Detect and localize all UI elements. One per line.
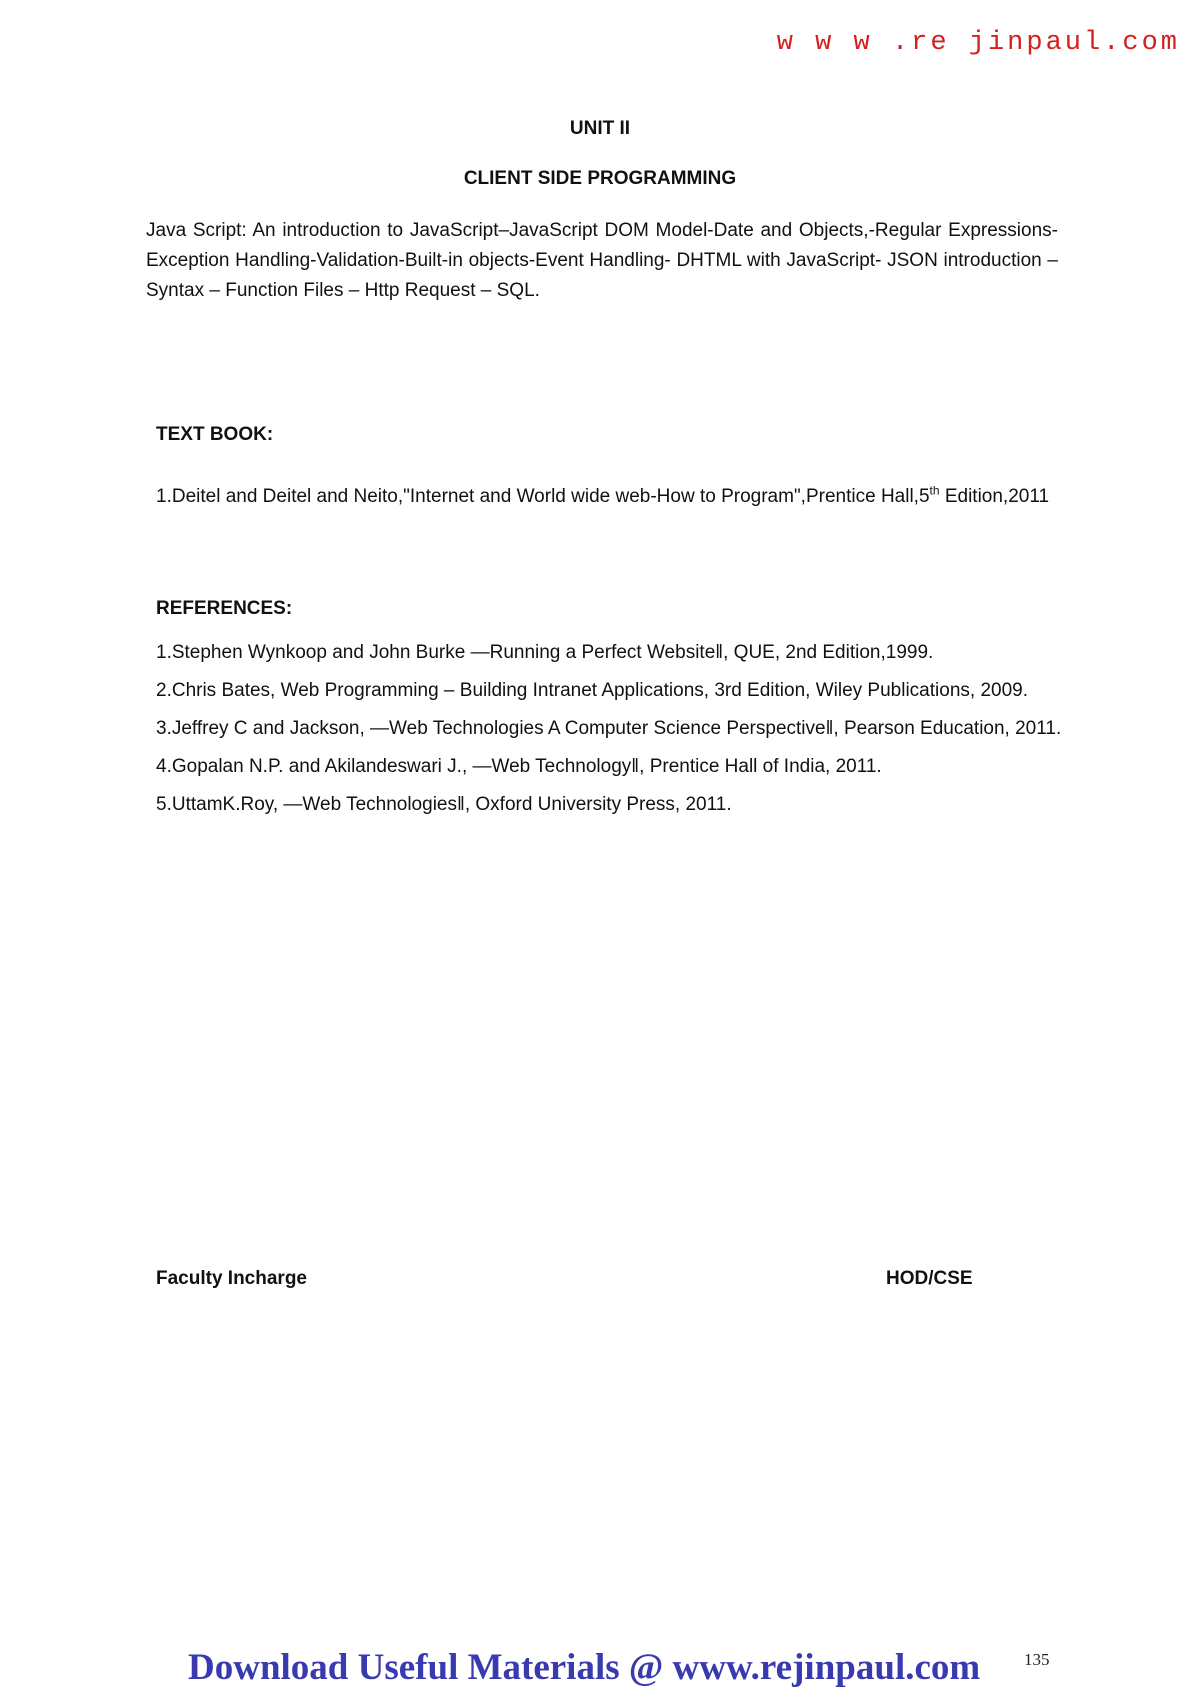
textbook-entry-main: 1.Deitel and Deitel and Neito,"Internet and World wide web-How to Program",Prentice Hall,5 bbox=[156, 486, 930, 507]
page-number: 135 bbox=[1024, 1650, 1050, 1669]
textbook-entry bbox=[156, 482, 1076, 512]
reference-item: 2.Chris Bates, Web Programming – Building Intranet Applications, 3rd Edition, Wiley Publications, 2009. bbox=[156, 680, 1028, 701]
unit-title: UNIT II bbox=[569, 118, 631, 139]
reference-item: 4.Gopalan N.P. and Akilandeswari J., ―Web Technology‖, Prentice Hall of India, 2011. bbox=[156, 756, 882, 777]
reference-item: 5.UttamK.Roy, ―Web Technologies‖, Oxford University Press, 2011. bbox=[156, 794, 732, 815]
footer-download-banner: Download Useful Materials @ www.rejinpaul.com bbox=[188, 1647, 981, 1688]
references-heading: REFERENCES: bbox=[156, 598, 293, 619]
hod-label: HOD/CSE bbox=[886, 1268, 973, 1289]
faculty-incharge-label: Faculty Incharge bbox=[156, 1268, 307, 1289]
textbook-entry-tail: Edition,2011 bbox=[939, 486, 1050, 507]
unit-subtitle: CLIENT SIDE PROGRAMMING bbox=[463, 168, 737, 189]
reference-item: 1.Stephen Wynkoop and John Burke ―Running a Perfect Website‖, QUE, 2nd Edition,1999. bbox=[156, 642, 934, 663]
reference-item: 3.Jeffrey C and Jackson, ―Web Technologies A Computer Science Perspective‖, Pearson Education, 2011. bbox=[156, 718, 1062, 739]
syllabus-paragraph: Java Script: An introduction to JavaScript–JavaScript DOM Model-Date and Objects,-Regular Expressions- Exception Handling-Validation-Built-in objects-Event Handling- DHTML with JavaScript- JSON introduction – Syntax – Function Files – Http Request – SQL. bbox=[146, 220, 1058, 301]
site-watermark: w w w .re jinpaul.com bbox=[776, 28, 1180, 58]
references-list bbox=[156, 634, 1072, 824]
textbook-entry-superscript: th bbox=[929, 483, 940, 498]
textbook-heading: TEXT BOOK: bbox=[156, 424, 274, 445]
